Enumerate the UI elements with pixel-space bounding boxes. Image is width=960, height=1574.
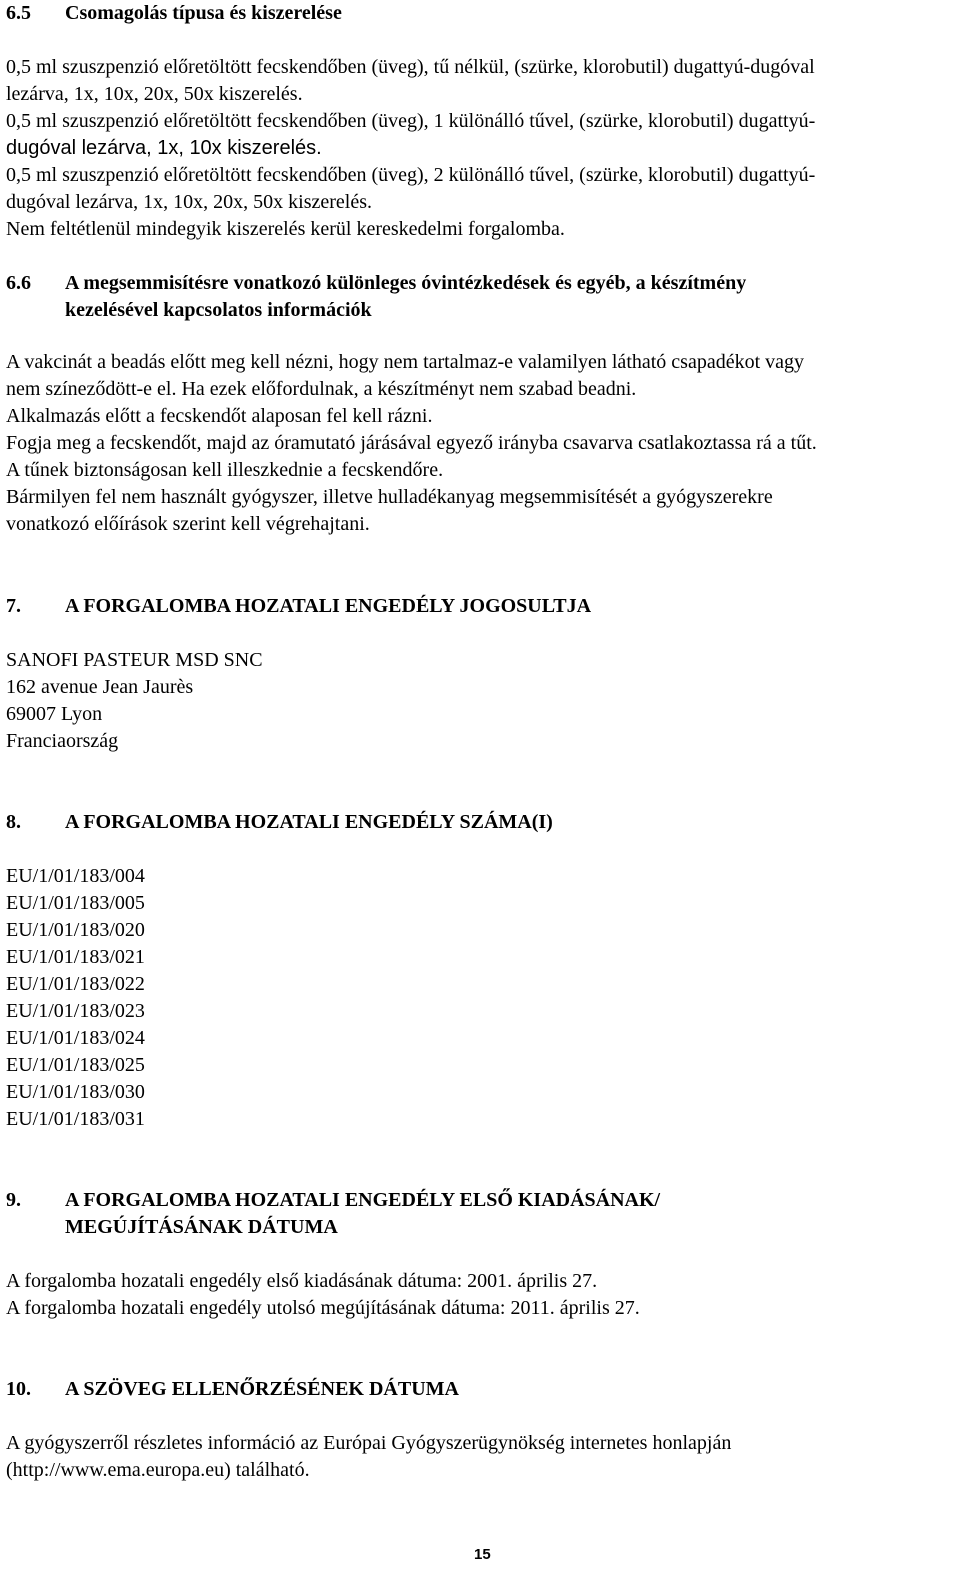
license-number: EU/1/01/183/005	[6, 892, 145, 914]
section-8	[6, 809, 553, 836]
section-6-5-body	[6, 54, 815, 243]
section-6-5-heading	[6, 0, 342, 27]
section-number: 8.	[6, 811, 21, 833]
section-title: Csomagolás típusa és kiszerelése	[65, 2, 342, 24]
page-number: 15	[474, 1546, 491, 1563]
body-line: lezárva, 1x, 10x, 20x, 50x kiszerelés.	[6, 83, 303, 105]
section-9-body	[6, 1268, 640, 1322]
body-line: Bármilyen fel nem használt gyógyszer, illetve hulladékanyag megsemmisítését a gyógyszerekre	[6, 486, 773, 508]
section-10-heading	[6, 1376, 459, 1403]
license-number: EU/1/01/183/024	[6, 1027, 145, 1049]
license-number: EU/1/01/183/004	[6, 865, 145, 887]
body-line: A gyógyszerről részletes információ az Európai Gyógyszerügynökség internetes honlapján	[6, 1432, 732, 1454]
body-line: dugóval lezárva, 1x, 10x, 20x, 50x kiszerelés.	[6, 191, 373, 213]
body-line: 0,5 ml szuszpenzió előretöltött fecskendőben (üveg), 1 különálló tűvel, (szürke, klorobutil) dugattyú-	[6, 110, 816, 132]
license-number: EU/1/01/183/025	[6, 1054, 145, 1076]
section-6-6-heading	[6, 270, 746, 324]
section-7-body	[6, 647, 263, 755]
section-number: 10.	[6, 1378, 31, 1400]
section-title-line: kezelésével kapcsolatos információk	[65, 299, 372, 321]
section-10-body	[6, 1430, 731, 1484]
section-title: A SZÖVEG ELLENŐRZÉSÉNEK DÁTUMA	[65, 1378, 459, 1400]
body-line: vonatkozó előírások szerint kell végrehajtani.	[6, 513, 370, 535]
license-number: EU/1/01/183/022	[6, 973, 145, 995]
section-title: A FORGALOMBA HOZATALI ENGEDÉLY JOGOSULTJA	[65, 595, 592, 617]
section-title-line: A FORGALOMBA HOZATALI ENGEDÉLY ELSŐ KIADÁSÁNAK/	[65, 1189, 661, 1211]
section-7-heading	[6, 593, 591, 620]
section-6-6-body	[6, 349, 817, 538]
section-title-line: A megsemmisítésre vonatkozó különleges óvintézkedések és egyéb, a készítmény	[65, 272, 747, 294]
section-6-6	[6, 270, 746, 324]
holder-country: Franciaország	[6, 730, 119, 752]
section-title: A FORGALOMBA HOZATALI ENGEDÉLY SZÁMA(I)	[65, 811, 553, 833]
first-authorisation-date: A forgalomba hozatali engedély első kiadásának dátuma: 2001. április 27.	[6, 1270, 598, 1292]
section-number: 9.	[6, 1189, 21, 1211]
body-line: A tűnek biztonságosan kell illeszkednie a fecskendőre.	[6, 459, 444, 481]
holder-city: 69007 Lyon	[6, 703, 103, 725]
license-number: EU/1/01/183/031	[6, 1108, 145, 1130]
holder-name: SANOFI PASTEUR MSD SNC	[6, 649, 263, 671]
holder-street: 162 avenue Jean Jaurès	[6, 676, 194, 698]
renewal-date: A forgalomba hozatali engedély utolsó megújításának dátuma: 2011. április 27.	[6, 1297, 640, 1319]
body-line: (http://www.ema.europa.eu) található.	[6, 1459, 310, 1481]
body-line: Nem feltétlenül mindegyik kiszerelés kerül kereskedelmi forgalomba.	[6, 218, 565, 240]
section-8-heading	[6, 809, 553, 836]
section-7	[6, 593, 591, 620]
body-line: Fogja meg a fecskendőt, majd az óramutató járásával egyező irányba csavarva csatlakoztassa rá a tűt.	[6, 432, 817, 454]
section-8-body	[6, 863, 145, 1133]
license-number: EU/1/01/183/030	[6, 1081, 145, 1103]
body-line: nem színeződött-e el. Ha ezek előfordulnak, a készítményt nem szabad beadni.	[6, 378, 637, 400]
section-number: 7.	[6, 595, 21, 617]
section-9	[6, 1187, 660, 1241]
license-number: EU/1/01/183/020	[6, 919, 145, 941]
body-line: 0,5 ml szuszpenzió előretöltött fecskendőben (üveg), tű nélkül, (szürke, klorobutil) dugattyú-dugóval	[6, 56, 815, 78]
body-line: A vakcinát a beadás előtt meg kell nézni, hogy nem tartalmaz-e valamilyen látható csapadékot vagy	[6, 351, 805, 373]
section-6-5	[6, 0, 342, 27]
license-number: EU/1/01/183/021	[6, 946, 145, 968]
body-line: 0,5 ml szuszpenzió előretöltött fecskendőben (üveg), 2 különálló tűvel, (szürke, klorobutil) dugattyú-	[6, 164, 816, 186]
section-number: 6.5	[6, 2, 31, 24]
section-number: 6.6	[6, 272, 31, 294]
body-line: Alkalmazás előtt a fecskendőt alaposan fel kell rázni.	[6, 405, 433, 427]
body-line: dugóval lezárva, 1x, 10x kiszerelés.	[6, 137, 322, 159]
section-10	[6, 1376, 459, 1403]
license-number: EU/1/01/183/023	[6, 1000, 145, 1022]
section-title-line: MEGÚJÍTÁSÁNAK DÁTUMA	[65, 1216, 338, 1238]
section-9-heading	[6, 1187, 660, 1241]
